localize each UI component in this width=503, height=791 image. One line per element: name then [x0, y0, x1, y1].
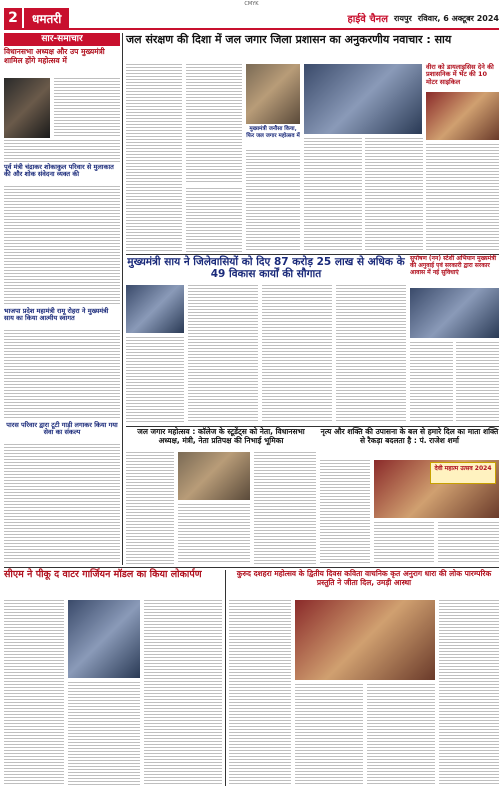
bottom-divider: [225, 570, 226, 786]
bottom-right-text-col-3: [367, 684, 435, 786]
sidebar-headline-1: विधानसभा अध्यक्ष और उप मुख्यमंत्री शामिल होंगे महोत्सव में: [4, 47, 105, 65]
main-photo-caption: मुख्यमंत्री जनौसा किया, फिर जल जगार महोत्सव में: [246, 126, 300, 139]
city-name: रायपुर: [394, 13, 412, 23]
second-text-col-4: [336, 285, 406, 423]
bottom-left-text-col-2: [68, 682, 140, 786]
main-text-col-4: [304, 138, 362, 252]
page-header: [4, 8, 499, 30]
third-left-text-col-1: [126, 452, 174, 564]
sidebar-text-1: [54, 78, 120, 138]
second-text-col-3: [262, 285, 332, 423]
right-top-headline: वीरा को डायलाइसिस देने की प्रशासनिक में भेंट की 10 मोटर साइकिल: [426, 63, 494, 86]
second-headline: मुख्यमंत्री साय ने जिलेवासियों को दिए 87 करोड़ 25 लाख से अधिक के 49 विकास कार्यों की सौगात: [127, 256, 405, 281]
right-second-photo: [410, 288, 499, 338]
sidebar-text-2: [4, 186, 120, 306]
bottom-right-text-col-1: [229, 600, 291, 786]
bottom-left-photo: [68, 600, 140, 678]
right-second-headline: सुपोषण (नन) स्टेशी अभियान मुख्यमंत्री की अगुवाई एवं सरकारी द्वारा सरकार आवास में नई सुविधाएं: [410, 255, 497, 276]
main-headline: जल संरक्षण की दिशा में जल जगार जिला प्रशासन का अनुकरणीय नवाचार : साय: [126, 33, 452, 46]
bottom-right-photo: [295, 600, 435, 680]
third-left-photo: [178, 452, 250, 500]
bottom-right-headline: कुरुद दशहरा महोत्सव के द्वितीय दिवस कविता वाचनिक कृत अनुराग धारा की लोक पारम्परिक प्रस्तुति ने जीता दिल, उमड़ी आस्था: [236, 569, 492, 587]
sidebar-text-4: [4, 444, 120, 564]
right-top-photo: [426, 92, 499, 140]
second-text-col-2: [188, 285, 258, 423]
sidebar-text-3: [4, 330, 120, 420]
main-text-col-3: [246, 150, 300, 252]
second-photo: [126, 285, 184, 333]
third-right-text-col-2: [374, 522, 434, 564]
third-right-banner-text: देवी महात्म उत्सव 2024: [434, 465, 492, 472]
bottom-right-text-col-4: [439, 600, 499, 786]
page-name: धमतरी: [24, 8, 69, 28]
right-second-text-2: [456, 342, 499, 423]
third-right-banner: [430, 462, 496, 484]
page-number: 2: [4, 8, 22, 28]
issue-date: रविवार, 6 अक्टूबर 2024: [417, 13, 499, 23]
sidebar-headline-2: पूर्व मंत्री चंद्राकर शोकाकुल परिवार से मुलाकात की और शोक संवेदना व्यक्त की: [4, 163, 114, 179]
third-right-headline: नृत्य और शक्ति की उपासना के बल से हमारे दिल का माता शक्ति से रैकड़ा बदलता है : पं. राजेश शर्मा: [320, 427, 499, 445]
right-second-text-1: [410, 342, 453, 423]
third-left-headline: जल जगार महोत्सव : कॉलेज के स्टूडेंट्स को नेता, विधानसभा अध्यक्ष, मंत्री, नेता प्रतिपक्ष की निभाई भूमिका: [137, 427, 305, 445]
main-photo-wide: [304, 64, 422, 134]
main-text-col-2: [186, 64, 242, 184]
paper-name: हाईवे चैनल: [347, 14, 389, 25]
print-mark: CMYK: [244, 1, 259, 7]
right-top-text: [426, 144, 499, 252]
sidebar-photo-1: [4, 78, 50, 138]
sidebar-text-1b: [4, 140, 120, 162]
bottom-left-text-col-3: [144, 600, 222, 786]
second-text-col-1: [126, 337, 184, 423]
bottom-left-headline: सीएम ने पीकू द वाटर गार्जियन मॉडल का किया लोकार्पण: [4, 569, 202, 580]
main-text-col-6: [186, 188, 242, 252]
third-right-text-col-3: [438, 522, 499, 564]
third-left-text-col-3: [254, 452, 316, 564]
bottom-right-text-col-2: [295, 684, 363, 786]
bottom-left-text-col-1: [4, 600, 64, 786]
sidebar-title: सार-समाचार: [4, 33, 120, 46]
sidebar-headline-4: पारस परिवार द्वारा टूटी गाड़ी लगाकर किया गया सेवा का संकल्प: [6, 421, 118, 437]
main-text-col-1: [126, 64, 182, 252]
sidebar-divider: [122, 33, 123, 565]
page-divider-bottom: [4, 567, 499, 568]
third-left-text-col-2: [178, 504, 250, 564]
main-photo-portrait: [246, 64, 300, 124]
sidebar-headline-3: भाजपा प्रदेश महामंत्री रामू रोहरा ने मुख्यमंत्री साय का किया आत्मीय स्वागत: [4, 307, 109, 323]
third-right-text-col-1: [320, 460, 370, 564]
main-text-col-5: [365, 138, 423, 252]
